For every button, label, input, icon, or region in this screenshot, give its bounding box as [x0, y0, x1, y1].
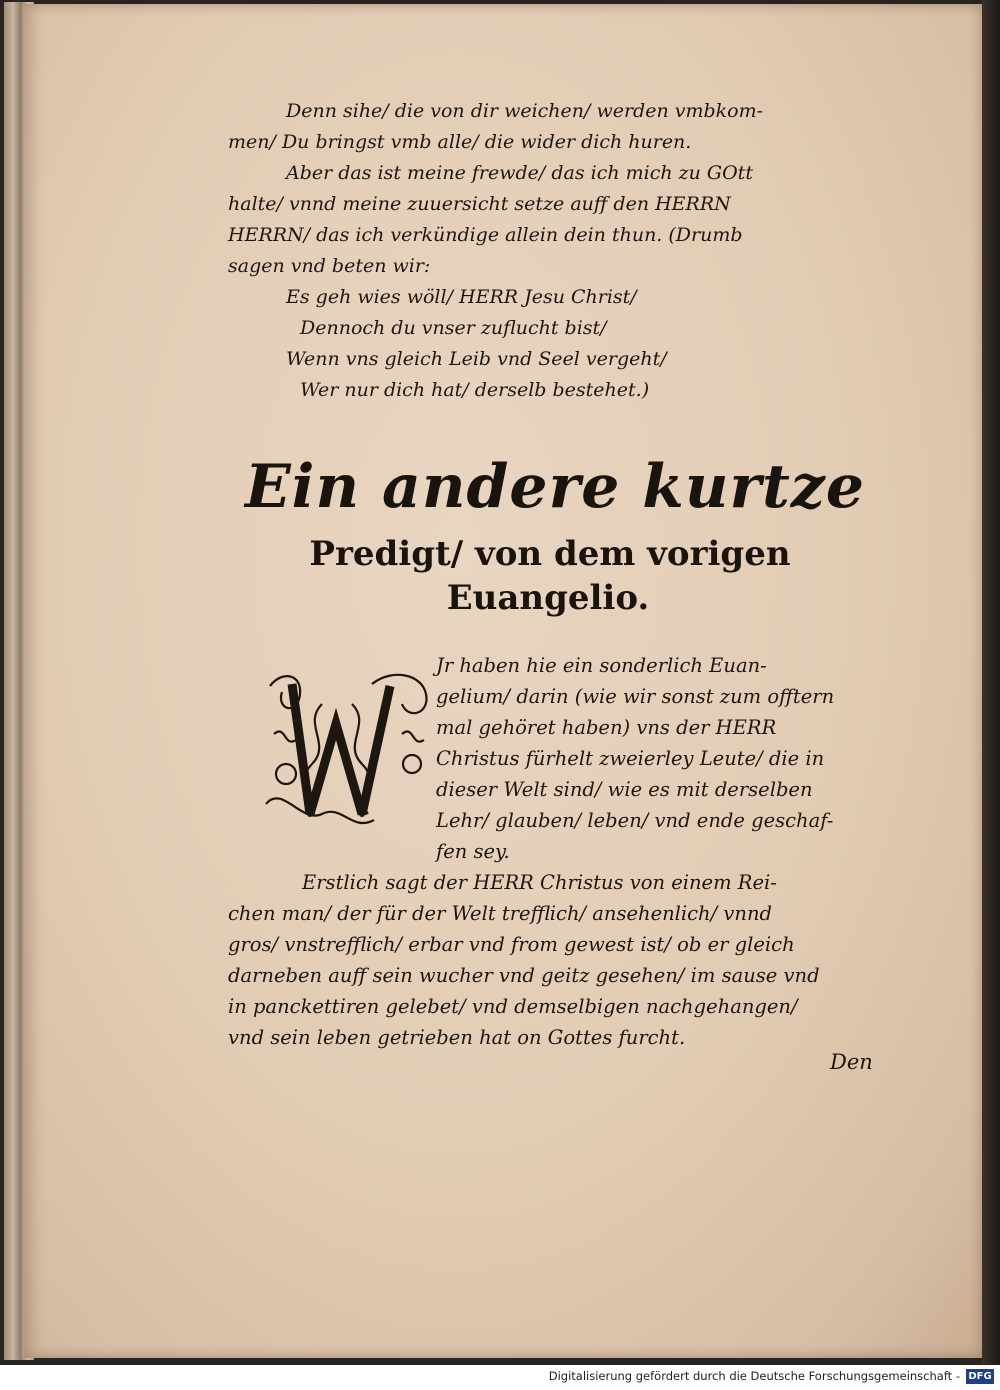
text-line: Erstlich sagt der HERR Christus von einem Rei-: [302, 871, 777, 894]
verse-line: Wenn vns gleich Leib vnd Seel vergeht/: [286, 348, 667, 370]
verse-line: Dennoch du vnser zuflucht bist/: [300, 317, 607, 339]
verse-line: Es geh wies wöll/ HERR Jesu Christ/: [286, 286, 637, 308]
dfg-logo: DFG: [966, 1369, 994, 1384]
text-line: in panckettiren gelebet/ vnd demselbigen nachgehangen/: [228, 995, 798, 1018]
text-line: chen man/ der für der Welt trefflich/ ansehenlich/ vnnd: [228, 902, 773, 925]
text-line: darneben auff sein wucher vnd geitz gesehen/ im sause vnd: [228, 964, 820, 987]
top-paragraph: [228, 96, 908, 406]
text-line: dieser Welt sind/ wie es mit derselben: [436, 778, 813, 801]
text-line: halte/ vnnd meine zuuersicht setze auff den HERRN: [228, 193, 731, 215]
hymn-verse: [228, 282, 908, 406]
text-line: gelium/ darin (wie wir sonst zum offtern: [436, 685, 835, 708]
text-line: fen sey.: [436, 840, 510, 863]
text-line: HERRN/ das ich verkündige allein dein thun. (Drumb: [228, 224, 743, 246]
text-line: Christus fürhelt zweierley Leute/ die in: [436, 747, 825, 770]
text-line: Lehr/ glauben/ leben/ vnd ende geschaf-: [436, 809, 834, 832]
body-paragraph: [228, 650, 908, 1053]
section-subheading: Predigt/ von dem vorigen: [309, 534, 791, 574]
text-line: mal gehöret haben) vns der HERR: [436, 716, 777, 739]
footer-bar: [0, 1365, 1000, 1390]
section-heading: Ein andere kurtze: [244, 452, 866, 522]
text-line: sagen vnd beten wir:: [228, 255, 431, 277]
text-line: vnd sein leben getrieben hat on Gottes furcht.: [228, 1026, 686, 1049]
catchword: Den: [830, 1050, 873, 1074]
text-line: gros/ vnstrefflich/ erbar vnd from gewest ist/ ob er gleich: [228, 933, 795, 956]
text-line: Jr haben hie ein sonderlich Euan-: [436, 654, 767, 677]
scan-right-edge: [982, 0, 1000, 1365]
funding-credit: Digitalisierung gefördert durch die Deutsche Forschungsgemeinschaft -: [548, 1369, 960, 1383]
text-line: Aber das ist meine frewde/ das ich mich zu GOtt: [286, 162, 753, 184]
text-line: men/ Du bringst vmb alle/ die wider dich huren.: [228, 131, 692, 153]
text-line: Denn sihe/ die von dir weichen/ werden vmbkom-: [286, 100, 764, 122]
section-subheading-2: Euangelio.: [446, 578, 650, 618]
verse-line: Wer nur dich hat/ derselb bestehet.): [300, 379, 650, 401]
